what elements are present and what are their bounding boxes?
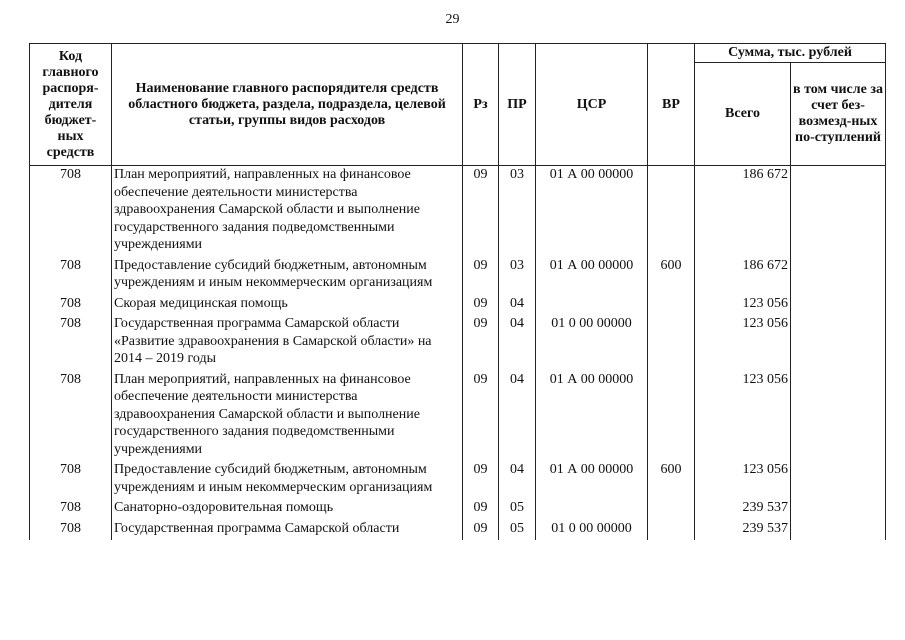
cell-name: Предоставление субсидий бюджетным, автономным учреждениям и иным некоммерческим организациям bbox=[112, 461, 463, 499]
cell-csr: 01 0 00 00000 bbox=[536, 315, 648, 371]
table-header bbox=[30, 44, 886, 166]
cell-total: 239 537 bbox=[695, 520, 791, 541]
cell-csr: 01 0 00 00000 bbox=[536, 520, 648, 541]
cell-total: 239 537 bbox=[695, 499, 791, 520]
cell-total: 123 056 bbox=[695, 371, 791, 462]
cell-pr: 04 bbox=[499, 461, 536, 499]
cell-name: Санаторно-оздоровительная помощь bbox=[112, 499, 463, 520]
cell-name: Государственная программа Самарской области «Развитие здравоохранения в Самарской области» на 2014 – 2019 годы bbox=[112, 315, 463, 371]
cell-vr bbox=[648, 295, 695, 316]
header-free: в том числе за счет без-возмезд-ных по-ступлений bbox=[791, 63, 886, 166]
header-csr: ЦСР bbox=[536, 44, 648, 166]
cell-pr: 03 bbox=[499, 166, 536, 257]
cell-code: 708 bbox=[30, 315, 112, 371]
cell-csr: 01 А 00 00000 bbox=[536, 166, 648, 257]
cell-pr: 05 bbox=[499, 499, 536, 520]
cell-pr: 04 bbox=[499, 295, 536, 316]
cell-vr: 600 bbox=[648, 461, 695, 499]
cell-free bbox=[791, 257, 886, 295]
cell-name: Скорая медицинская помощь bbox=[112, 295, 463, 316]
cell-free bbox=[791, 371, 886, 462]
cell-code: 708 bbox=[30, 520, 112, 541]
cell-rz: 09 bbox=[463, 166, 499, 257]
cell-pr: 04 bbox=[499, 371, 536, 462]
cell-code: 708 bbox=[30, 371, 112, 462]
cell-code: 708 bbox=[30, 461, 112, 499]
cell-name: План мероприятий, направленных на финансовое обеспечение деятельности министерства здравоохранения Самарской области и выполнение государственного задания подведомственными учреждениями bbox=[112, 166, 463, 257]
cell-rz: 09 bbox=[463, 371, 499, 462]
cell-total: 123 056 bbox=[695, 295, 791, 316]
table-row bbox=[30, 295, 886, 316]
cell-free bbox=[791, 461, 886, 499]
header-code: Код главного распоря-дителя бюджет-ных средств bbox=[30, 44, 112, 166]
cell-rz: 09 bbox=[463, 295, 499, 316]
table-row bbox=[30, 257, 886, 295]
cell-free bbox=[791, 499, 886, 520]
cell-name: Государственная программа Самарской области bbox=[112, 520, 463, 541]
cell-vr bbox=[648, 520, 695, 541]
table-row bbox=[30, 371, 886, 462]
header-sum: Сумма, тыс. рублей bbox=[695, 44, 886, 63]
cell-csr: 01 А 00 00000 bbox=[536, 371, 648, 462]
cell-code: 708 bbox=[30, 499, 112, 520]
cell-csr bbox=[536, 295, 648, 316]
table-row bbox=[30, 461, 886, 499]
cell-vr bbox=[648, 371, 695, 462]
cell-total: 186 672 bbox=[695, 257, 791, 295]
cell-name: План мероприятий, направленных на финансовое обеспечение деятельности министерства здравоохранения Самарской области и выполнение государственного задания подведомственными учреждениями bbox=[112, 371, 463, 462]
header-name: Наименование главного распорядителя средств областного бюджета, раздела, подраздела, целевой статьи, группы видов расходов bbox=[112, 44, 463, 166]
cell-code: 708 bbox=[30, 295, 112, 316]
header-rz: Рз bbox=[463, 44, 499, 166]
header-vr: ВР bbox=[648, 44, 695, 166]
cell-rz: 09 bbox=[463, 315, 499, 371]
cell-pr: 04 bbox=[499, 315, 536, 371]
table-row bbox=[30, 315, 886, 371]
cell-total: 186 672 bbox=[695, 166, 791, 257]
cell-code: 708 bbox=[30, 166, 112, 257]
cell-code: 708 bbox=[30, 257, 112, 295]
header-total: Всего bbox=[695, 63, 791, 166]
cell-vr bbox=[648, 166, 695, 257]
cell-pr: 03 bbox=[499, 257, 536, 295]
page-number: 29 bbox=[445, 12, 460, 27]
cell-rz: 09 bbox=[463, 520, 499, 541]
cell-rz: 09 bbox=[463, 499, 499, 520]
table-body bbox=[30, 166, 886, 541]
cell-vr bbox=[648, 499, 695, 520]
cell-vr: 600 bbox=[648, 257, 695, 295]
cell-total: 123 056 bbox=[695, 461, 791, 499]
table-row bbox=[30, 166, 886, 257]
table-row bbox=[30, 499, 886, 520]
cell-pr: 05 bbox=[499, 520, 536, 541]
cell-rz: 09 bbox=[463, 461, 499, 499]
cell-free bbox=[791, 315, 886, 371]
table-row bbox=[30, 520, 886, 541]
header-pr: ПР bbox=[499, 44, 536, 166]
cell-csr: 01 А 00 00000 bbox=[536, 461, 648, 499]
budget-table bbox=[29, 43, 886, 540]
cell-csr bbox=[536, 499, 648, 520]
cell-vr bbox=[648, 315, 695, 371]
cell-name: Предоставление субсидий бюджетным, автономным учреждениям и иным некоммерческим организациям bbox=[112, 257, 463, 295]
cell-total: 123 056 bbox=[695, 315, 791, 371]
cell-free bbox=[791, 295, 886, 316]
cell-rz: 09 bbox=[463, 257, 499, 295]
cell-free bbox=[791, 520, 886, 541]
cell-csr: 01 А 00 00000 bbox=[536, 257, 648, 295]
cell-free bbox=[791, 166, 886, 257]
